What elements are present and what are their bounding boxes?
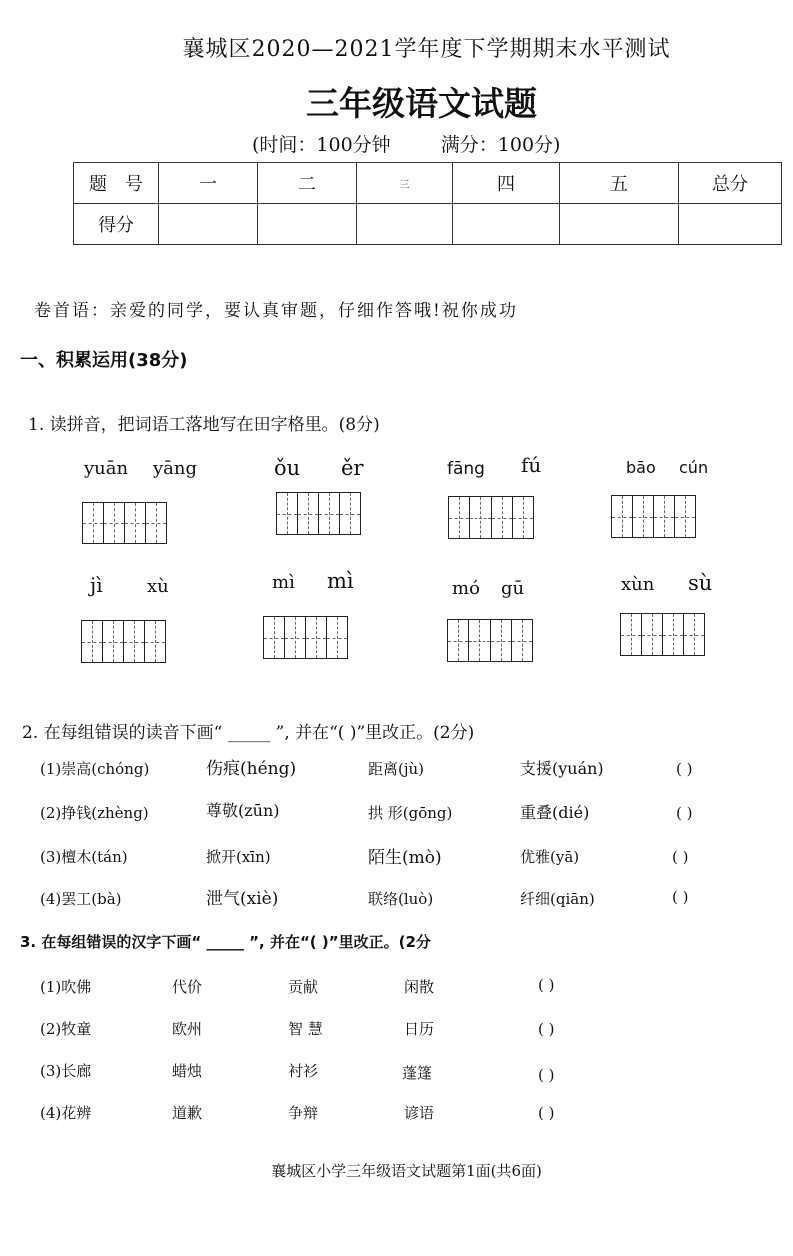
writing-grid[interactable] — [448, 496, 534, 539]
q3-item: 蓬篷 — [402, 1064, 433, 1082]
pinyin: mì — [272, 572, 295, 593]
pinyin: ǒu — [274, 456, 301, 480]
q3-item: (3)长廊 — [40, 1062, 92, 1080]
q1-prompt: 1. 读拼音，把词语工落地写在田字格里。(8分) — [28, 415, 380, 435]
col-header: 五 — [560, 163, 679, 204]
writing-grid[interactable] — [82, 502, 167, 544]
q3-item: 智 慧 — [288, 1020, 323, 1038]
q3-item: (1)吹佛 — [40, 978, 92, 996]
q2-item: (1)崇高(chóng) — [40, 760, 150, 778]
pinyin: sù — [688, 571, 713, 595]
q3-item: (4)花辨 — [40, 1104, 92, 1122]
answer-blank[interactable]: ( ) — [538, 976, 555, 994]
score-cell[interactable] — [679, 204, 782, 245]
answer-blank[interactable]: ( ) — [538, 1066, 555, 1084]
pinyin: bāo — [626, 458, 656, 477]
q2-item: 陌生(mò) — [368, 848, 442, 868]
q2-item: (4)罢工(bà) — [40, 890, 122, 908]
q3-item: 欧州 — [172, 1020, 203, 1038]
pinyin: jì — [90, 573, 103, 597]
greeting: 卷首语：亲爱的同学，要认真审题，仔细作答哦!祝你成功 — [34, 301, 518, 321]
pinyin: yāng — [153, 458, 198, 479]
q3-item: 日历 — [404, 1020, 435, 1038]
q2-prompt: 2. 在每组错误的读音下画“ _____ ”, 并在“( )”里改正。(2分) — [22, 723, 475, 743]
q3-item: 代价 — [172, 978, 203, 996]
pinyin: xùn — [621, 574, 655, 595]
exam-subtitle: 襄城区2020—2021学年度下学期期末水平测试 — [182, 37, 671, 62]
writing-grid[interactable] — [276, 492, 361, 535]
pinyin: fāng — [447, 459, 485, 479]
q2-item: 拱 形(gōng) — [368, 804, 453, 822]
full-score-label: 满分：100分) — [440, 134, 561, 156]
col-header: 三 — [357, 163, 453, 204]
q2-item: (3)檀木(tán) — [40, 848, 128, 866]
score-table — [73, 162, 782, 245]
q3-item: (2)牧童 — [40, 1020, 92, 1038]
score-cell[interactable] — [159, 204, 258, 245]
q3-item: 衬衫 — [288, 1062, 319, 1080]
q3-item: 闲散 — [404, 978, 435, 996]
score-cell[interactable] — [453, 204, 560, 245]
answer-blank[interactable]: ( ) — [672, 888, 689, 906]
writing-grid[interactable] — [263, 616, 348, 659]
score-row-label: 得分 — [74, 204, 159, 245]
q2-item: 掀开(xīn) — [206, 848, 271, 866]
pinyin: ěr — [341, 456, 364, 480]
score-cell[interactable] — [258, 204, 357, 245]
pinyin: yuān — [84, 458, 129, 479]
q3-item: 谚语 — [404, 1104, 435, 1122]
pinyin: mó — [452, 578, 480, 599]
col-header: 一 — [159, 163, 258, 204]
q2-item: 尊敬(zūn) — [206, 801, 280, 820]
q2-item: (2)挣钱(zhèng) — [40, 804, 149, 822]
q3-item: 贡献 — [288, 978, 319, 996]
exam-title: 三年级语文试题 — [306, 84, 537, 123]
pinyin: mì — [327, 569, 354, 593]
q3-item: 蜡烛 — [172, 1062, 203, 1080]
answer-blank[interactable]: ( ) — [538, 1104, 555, 1122]
q3-item: 争辩 — [288, 1104, 319, 1122]
q3-item: 道歉 — [172, 1104, 203, 1122]
pinyin: cún — [679, 458, 709, 477]
score-cell[interactable] — [560, 204, 679, 245]
writing-grid[interactable] — [620, 613, 705, 656]
page-footer: 襄城区小学三年级语文试题第1面(共6面) — [271, 1162, 542, 1180]
col-header: 总分 — [679, 163, 782, 204]
section-heading: 一、积累运用(38分) — [20, 350, 188, 371]
writing-grid[interactable] — [81, 620, 166, 663]
pinyin: fú — [521, 453, 542, 477]
writing-grid[interactable] — [611, 495, 696, 538]
q2-item: 距离(jù) — [368, 760, 425, 778]
q2-item: 支援(yuán) — [520, 759, 604, 778]
q2-item: 重叠(dié) — [520, 803, 590, 822]
answer-blank[interactable]: ( ) — [676, 760, 693, 778]
time-label: (时间：100分钟 — [252, 134, 391, 156]
answer-blank[interactable]: ( ) — [672, 848, 689, 866]
score-cell[interactable] — [357, 204, 453, 245]
pinyin: xù — [147, 576, 169, 597]
q3-prompt: 3. 在每组错误的汉字下画“ _____ ”, 并在“( )”里改正。(2分 — [20, 933, 431, 951]
answer-blank[interactable]: ( ) — [676, 804, 693, 822]
time-info — [252, 130, 560, 157]
row-header-label: 题 号 — [74, 163, 159, 204]
q2-item: 泄气(xiè) — [206, 889, 279, 909]
q2-item: 纤细(qiān) — [520, 890, 595, 908]
col-header: 四 — [453, 163, 560, 204]
q2-item: 优雅(yā) — [520, 848, 580, 866]
writing-grid[interactable] — [447, 619, 533, 662]
col-header: 二 — [258, 163, 357, 204]
q2-item: 伤痕(héng) — [206, 759, 297, 779]
pinyin: gū — [501, 578, 525, 599]
answer-blank[interactable]: ( ) — [538, 1020, 555, 1038]
q2-item: 联络(luò) — [368, 890, 434, 908]
